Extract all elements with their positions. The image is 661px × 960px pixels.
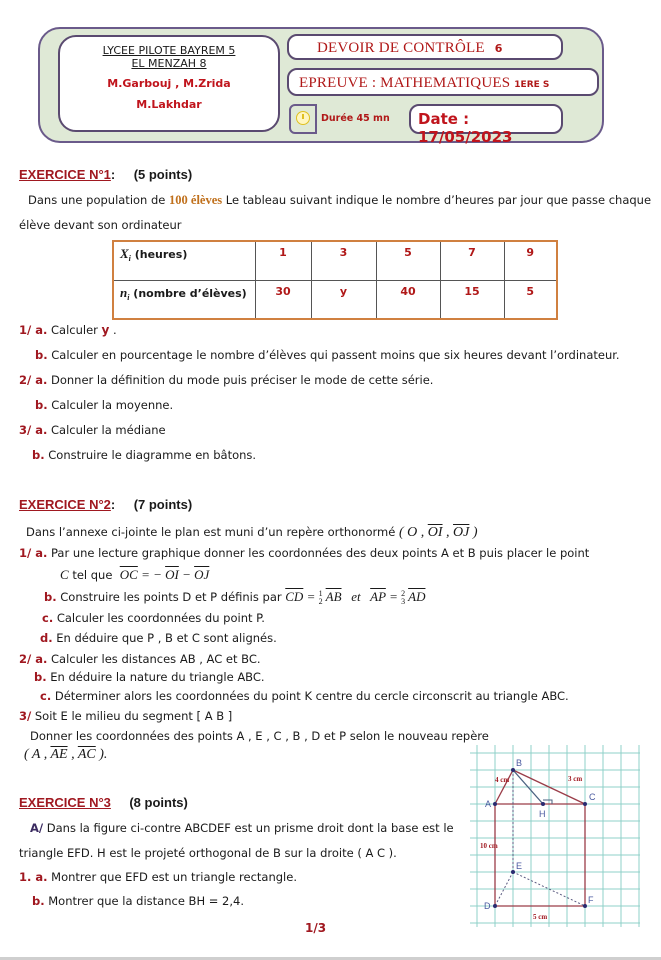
figure-label-e: E [516, 861, 523, 871]
table-cell: 5 [504, 280, 557, 319]
figure-label-b: B [516, 758, 523, 768]
question-1b: b. Calculer en pourcentage le nombre d’élèves qui passent moins que six heures devant l’ordinateur. [35, 348, 620, 362]
school-box [58, 35, 280, 132]
table-cell: 40 [376, 280, 440, 319]
figure-label-f: F [588, 895, 594, 905]
table-cell: 5 [376, 241, 440, 280]
exercise1-intro-line2: élève devant son ordinateur [19, 218, 182, 232]
exam-type-box [287, 34, 563, 60]
ex3-part-a-line2: triangle EFD. H est le projeté orthogonal de B sur la droite ( A C ). [19, 846, 397, 860]
ex2-question-3-line2: Donner les coordonnées des points A , E , C , B , D et P selon le nouveau repère [30, 729, 489, 743]
ex2-question-1b: b. Construire les points D et P définis par $\overline{CD} = 1$ 2 $\overline{AB}$ et $\overline{AP} = 2$ 3 $\overline{AD}$ [44, 589, 426, 607]
figure-label-h: H [539, 809, 546, 819]
clock-icon [296, 111, 310, 125]
table-cell: 3 [311, 241, 376, 280]
ex2-question-2a: 2/ a. Calculer les distances AB , AC et BC. [19, 652, 261, 666]
table-cell: 30 [255, 280, 311, 319]
ex2-question-3-line3: ( A , $\overline{AE}$ , $\overline{AC}$ ). [24, 747, 108, 762]
ex2-question-2b: b. En déduire la nature du triangle ABC. [34, 670, 265, 684]
table-cell: 7 [440, 241, 504, 280]
table-row [113, 241, 557, 280]
ex3-question-1b: b. Montrer que la distance BH = 2,4. [32, 894, 244, 908]
exam-type: DEVOIR DE CONTRÔLE [317, 40, 485, 56]
dim-bc: 3 cm [568, 775, 583, 783]
ex2-question-3: 3/ Soit E le milieu du segment [ A B ] [19, 709, 233, 723]
prism-figure [465, 745, 660, 930]
dim-df: 5 cm [533, 913, 548, 921]
exercise1-points: (5 points) [133, 167, 193, 182]
table-cell: 1 [255, 241, 311, 280]
date: Date : 17/05/2023 [409, 104, 563, 134]
figure-label-d: D [484, 901, 491, 911]
exercise1-heading: EXERCICE N°1: (5 points) [19, 167, 193, 182]
question-2a: 2/ a. Donner la définition du mode puis préciser le mode de cette série. [19, 373, 434, 387]
level: 1ERE S [514, 80, 550, 90]
school-name: LYCEE PILOTE BAYREM 5 [102, 44, 236, 57]
dim-ab: 4 cm [495, 776, 510, 784]
exercise2-points: (7 points) [133, 497, 193, 512]
ex2-question-2c: c. Déterminer alors les coordonnées du point K centre du cercle circonscrit au triangle ABC. [40, 689, 569, 703]
teachers-line2: M.Lakhdar [136, 98, 202, 111]
table-cell: 9 [504, 241, 557, 280]
table-header-xi: $X_i$ (heures) [113, 241, 255, 280]
question-2b: b. Calculer la moyenne. [35, 398, 174, 412]
table-cell: 15 [440, 280, 504, 319]
table-row [113, 280, 557, 319]
dim-ad: 10 cm [480, 842, 498, 850]
question-1a: 1/ a. Calculer y . [19, 323, 117, 337]
duration: Durée 45 mn [321, 113, 390, 124]
exercise2-intro: Dans l’annexe ci-jointe le plan est muni d’un repère orthonormé ( O , $\overline{OI}$ , $\overline{OJ}$ ) [26, 525, 478, 540]
exam-number: 6 [494, 42, 503, 55]
ex2-question-1a-line2: C tel que $\overline{OC}$ = − $\overline{OI} - \overline{OJ}$ [60, 567, 210, 582]
population-highlight: 100 élèves [169, 193, 223, 207]
exercise1-intro: Dans une population de 100 élèves Le tableau suivant indique le nombre d’heures par jour que passe chaque [28, 193, 652, 207]
page-number: 1/3 [305, 921, 327, 935]
exercise3-title: EXERCICE N°3 [19, 795, 111, 810]
exercise2-title: EXERCICE N°2 [19, 497, 111, 512]
teachers-line1: M.Garbouj , M.Zrida [107, 77, 231, 90]
figure-label-a: A [485, 799, 492, 809]
ex2-question-1c: c. Calculer les coordonnées du point P. [42, 611, 265, 625]
figure-label-c: C [589, 792, 596, 802]
table-cell: y [311, 280, 376, 319]
exercise2-heading: EXERCICE N°2: (7 points) [19, 497, 193, 512]
exercise3-heading [19, 794, 188, 812]
ex2-question-1d: d. En déduire que P , B et C sont alignés. [40, 631, 277, 645]
ex3-question-1a: 1. a. Montrer que EFD est un triangle rectangle. [19, 870, 297, 884]
question-3b: b. Construire le diagramme en bâtons. [32, 448, 257, 462]
table-header-ni: $n_i$ (nombre d’élèves) [113, 280, 255, 319]
school-city: EL MENZAH 8 [131, 57, 207, 70]
ex2-question-1a: 1/ a. Par une lecture graphique donner les coordonnées des deux points A et B puis placer le point [19, 546, 590, 560]
subject-box [287, 68, 599, 96]
ex3-part-a: A/ Dans la figure ci-contre ABCDEF est un prisme droit dont la base est le [30, 821, 454, 835]
subject: EPREUVE : MATHEMATIQUES [299, 75, 511, 91]
exercise3-points: (8 points) [129, 795, 188, 810]
exercise1-title: EXERCICE N°1 [19, 167, 111, 182]
frequency-table [112, 240, 558, 320]
question-3a: 3/ a. Calculer la médiane [19, 423, 166, 437]
